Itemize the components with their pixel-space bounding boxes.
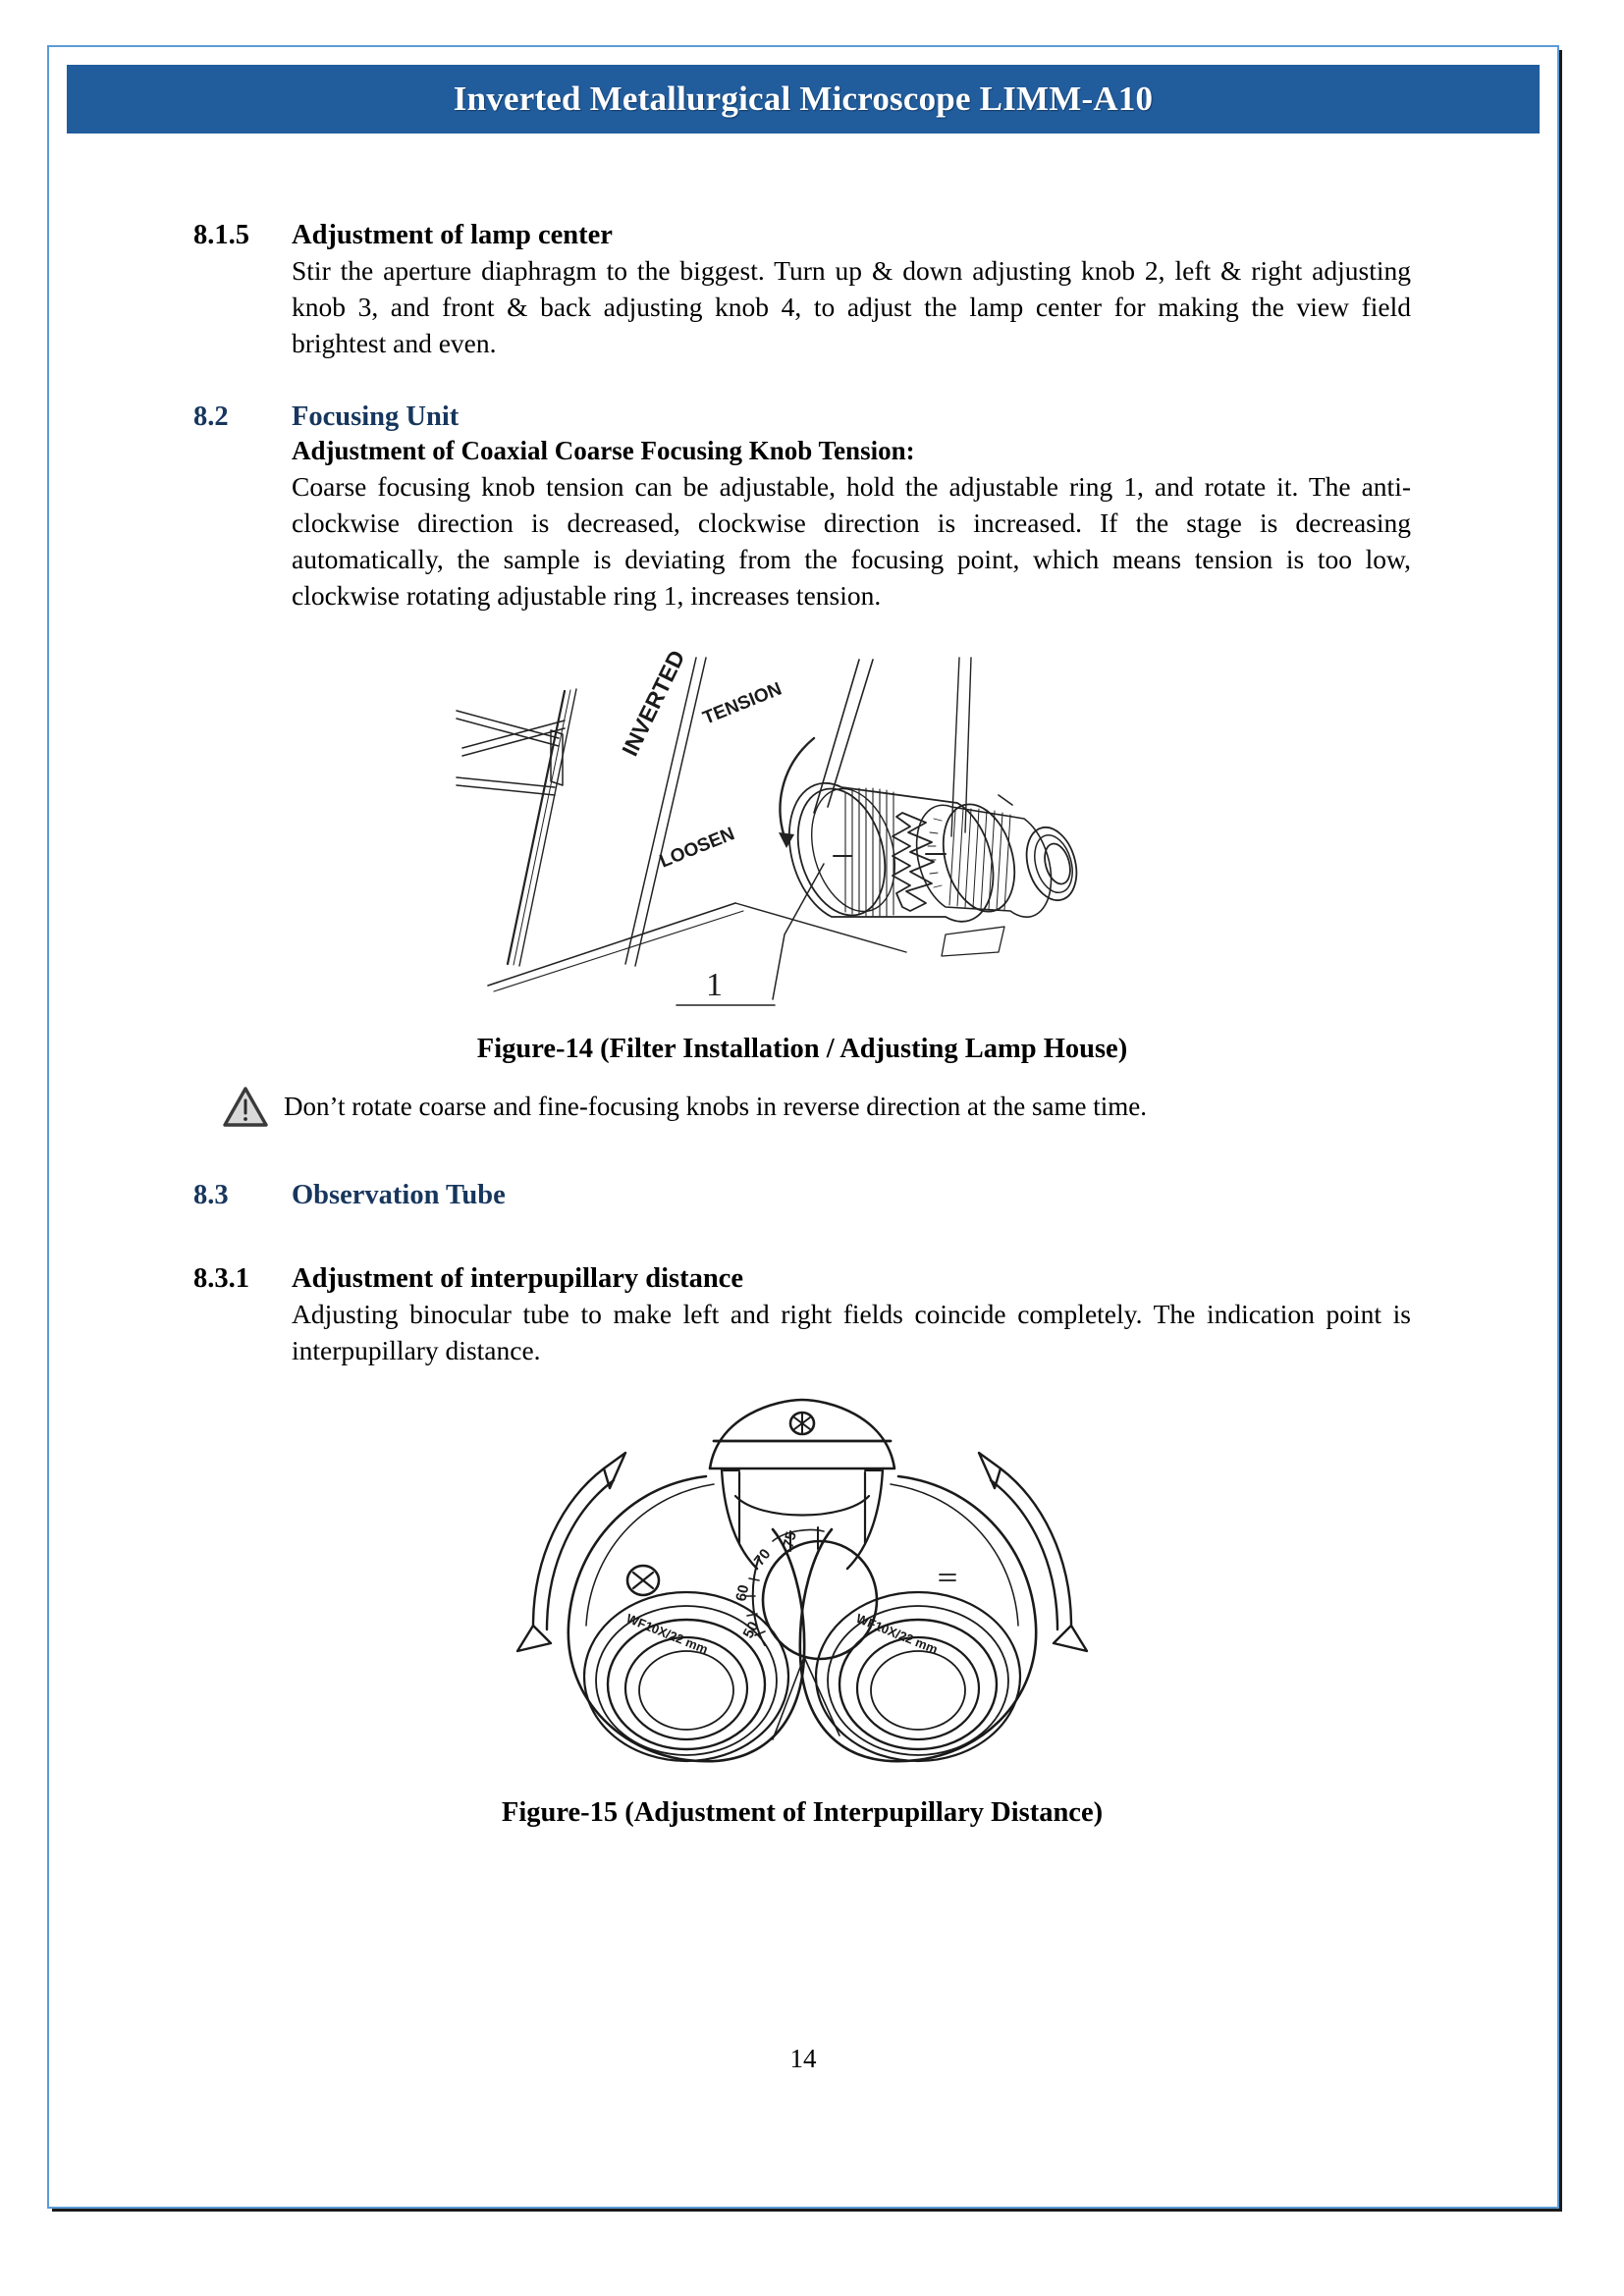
section-heading-8-3 bbox=[193, 1179, 1411, 1212]
figure-15-caption: Figure-15 (Adjustment of Interpupillary Distance) bbox=[501, 1797, 1104, 1829]
section-heading-8-2 bbox=[193, 400, 1411, 434]
figure-14-label-inverted: INVERTED bbox=[617, 645, 690, 760]
section-title: Observation Tube bbox=[292, 1179, 506, 1210]
figure-15-scale-60: 60 bbox=[732, 1583, 753, 1604]
figure-14-caption: Figure-14 (Filter Installation / Adjusting Lamp House) bbox=[476, 1033, 1128, 1064]
figure-15 bbox=[193, 1394, 1411, 1791]
section-number: 8.3.1 bbox=[193, 1263, 249, 1295]
page-header-banner bbox=[67, 65, 1540, 133]
section-title: Adjustment of lamp center bbox=[292, 220, 613, 250]
figure-15-scale-75: 75 bbox=[780, 1529, 800, 1551]
page-number: 14 bbox=[789, 2044, 817, 2073]
section-body-8-2: Coarse focusing knob tension can be adjustable, hold the adjustable ring 1, and rotate it. The anti-clockwise direction is decreased, clockwise direction is increased. If the stage is decreasing automatically, the sample is deviating from the focusing point, which means tension is too low, clockwise rotating adjustable ring 1, increases tension. bbox=[292, 470, 1411, 612]
section-heading-8-3-1 bbox=[193, 1262, 1411, 1296]
page-content bbox=[193, 219, 1411, 1829]
section-number: 8.1.5 bbox=[193, 220, 249, 250]
section-title: Adjustment of interpupillary distance bbox=[292, 1263, 743, 1295]
section-heading-8-1-5 bbox=[193, 219, 1411, 252]
section-subheading-8-2: Adjustment of Coaxial Coarse Focusing Knob Tension: bbox=[292, 436, 915, 465]
figure-14-label-tension: TENSION bbox=[700, 678, 785, 729]
warning-note bbox=[223, 1087, 1411, 1128]
figure-15-lens-text-right: WF10X/22 mm bbox=[853, 1611, 941, 1658]
section-number: 8.2 bbox=[193, 401, 229, 433]
section-body-8-3-1: Adjusting binocular tube to make left and right fields coincide completely. The indication point is interpupillary distance. bbox=[292, 1298, 1411, 1366]
warning-note-text: Don’t rotate coarse and fine-focusing knobs in reverse direction at the same time. bbox=[284, 1092, 1147, 1121]
document-title: Inverted Metallurgical Microscope LIMM-A10 bbox=[453, 80, 1154, 118]
figure-15-scale-50: 50 bbox=[739, 1619, 763, 1642]
figure-14 bbox=[193, 640, 1411, 1028]
section-number: 8.3 bbox=[193, 1179, 229, 1210]
binocular-head-diagram bbox=[478, 1394, 1126, 1787]
section-title: Focusing Unit bbox=[292, 401, 460, 433]
section-body-8-1-5: Stir the aperture diaphragm to the biggest. Turn up & down adjusting knob 2, left & right adjusting knob 3, and front & back adjusting knob 4, to adjust the lamp center for making the view field brightest and even. bbox=[292, 254, 1411, 359]
document-page bbox=[47, 45, 1559, 2209]
figure-15-lens-text-left: WF10X/22 mm bbox=[623, 1611, 711, 1658]
figure-14-callout-1: 1 bbox=[706, 966, 723, 1003]
focusing-knob-diagram bbox=[449, 640, 1156, 1023]
figure-15-scale-70: 70 bbox=[750, 1546, 775, 1570]
figure-14-label-loosen: LOOSEN bbox=[657, 823, 738, 873]
warning-triangle-icon bbox=[223, 1087, 268, 1128]
